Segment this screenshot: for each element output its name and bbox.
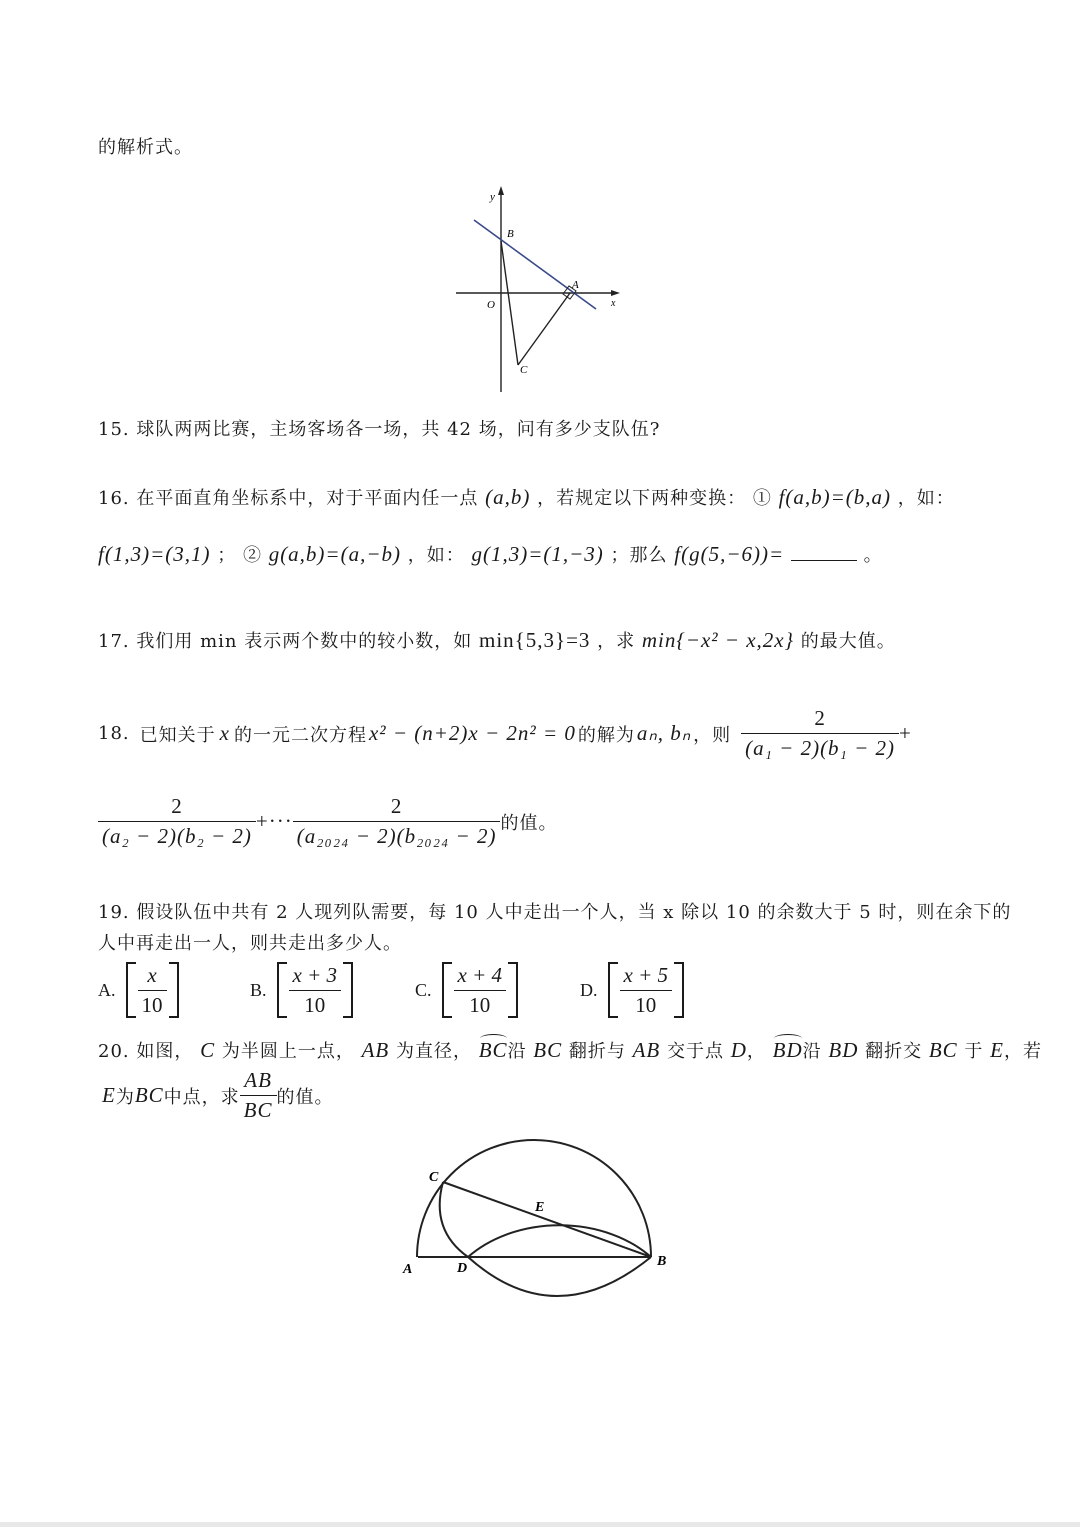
q18-fraction-2: [98, 794, 256, 849]
q20-text12: 为: [115, 1086, 135, 1108]
option-b-label: B.: [250, 979, 267, 1000]
question-18-line1: [98, 706, 912, 761]
segment-ca: [518, 293, 570, 365]
arc-bd-upper: [468, 1225, 651, 1257]
q20-text10: 于: [964, 1041, 984, 1062]
question-15: 15. 球队两两比赛，主场客场各一场，共 42 场，问有多少支队伍?: [98, 419, 661, 440]
option-c[interactable]: [415, 962, 518, 1018]
q20-text5: 翻折与: [568, 1041, 626, 1062]
q20-arc-bc: BC: [478, 1038, 508, 1062]
option-c-denominator: 10: [454, 990, 507, 1018]
q20-text6: 交于点: [667, 1041, 724, 1062]
floor-bracket-right: [508, 962, 518, 1018]
question-18-line2: [98, 794, 557, 849]
floor-bracket-right: [343, 962, 353, 1018]
figure-semicircle: [395, 1130, 685, 1310]
q18-text2: 的一元二次方程: [233, 724, 367, 746]
label-b: B: [657, 1254, 667, 1269]
q16-example-f: f(1,3)=(3,1): [98, 542, 211, 566]
q18-fraction-3: [293, 794, 501, 849]
q20-segment-bc-3: BC: [134, 1083, 164, 1107]
q20-text9: 翻折交: [865, 1041, 923, 1062]
x-axis-arrow: [611, 290, 620, 296]
q20-segment-bc: BC: [533, 1038, 563, 1062]
question-20-line2: [98, 1068, 334, 1123]
y-axis-arrow: [498, 186, 504, 195]
q16-circle-one: ①: [752, 488, 772, 509]
label-b: B: [507, 228, 514, 240]
question-16-line2: [98, 541, 883, 567]
q20-ratio-numerator: AB: [244, 1068, 272, 1092]
question-19-line2: 人中再走出一人，则共走出多少人。: [98, 933, 402, 954]
q20-text3: 为直径，: [395, 1041, 472, 1062]
question-19-line1: 19. 假设队伍中共有 2 人现列队需要，每 10 人中走出一个人，当 x 除以 10 的余数大于 5 时，则在余下的: [98, 902, 1012, 923]
q17-expression: min{−x² − x,2x}: [641, 628, 795, 652]
option-d-numerator: x + 5: [623, 962, 668, 987]
label-c: C: [429, 1170, 439, 1185]
q20-segment-ab-2: AB: [632, 1038, 661, 1062]
q18-text3: 的解为: [577, 724, 635, 746]
q16-circle-two: ②: [242, 545, 262, 566]
q20-text1: 如图，: [136, 1041, 194, 1062]
floor-bracket-right: [169, 962, 179, 1018]
floor-bracket-left: [608, 962, 618, 1018]
label-y: y: [490, 191, 495, 203]
q20-segment-bc-2: BC: [928, 1038, 958, 1062]
q18-fraction-3-denominator: (a₂₀₂₄ − 2)(b₂₀₂₄ − 2): [293, 821, 501, 849]
q18-fraction-1: [741, 706, 899, 761]
q18-plus: +: [899, 721, 912, 745]
q18-text1: 已知关于: [139, 724, 216, 746]
q18-fraction-2-numerator: 2: [171, 794, 183, 818]
segment-bc: [501, 241, 518, 365]
line-ab: [474, 220, 596, 309]
q18-fraction-2-denominator: (a₂ − 2)(b₂ − 2): [98, 821, 256, 849]
q18-solutions: aₙ, bₙ: [636, 721, 692, 745]
q16-text6: ；那么: [610, 545, 668, 566]
q20-ratio-denominator: BC: [240, 1095, 277, 1123]
q17-example: min{5,3}=3: [478, 628, 591, 652]
option-c-label: C.: [415, 979, 432, 1000]
q18-ellipsis: +···: [255, 809, 293, 833]
q16-expression: f(g(5,−6))=: [674, 542, 785, 566]
q20-number: 20.: [98, 1041, 130, 1062]
floor-bracket-left: [277, 962, 287, 1018]
upper-semicircle: [417, 1140, 651, 1257]
q16-point: (a,b): [485, 485, 531, 509]
floor-bracket-left: [126, 962, 136, 1018]
option-a-denominator: 10: [138, 990, 167, 1018]
option-a-fraction: [138, 963, 167, 1018]
q18-fraction-3-numerator: 2: [390, 794, 403, 818]
arc-bd-lower: [468, 1257, 651, 1296]
q20-point-e-2: E: [102, 1083, 116, 1107]
option-d[interactable]: [580, 962, 684, 1018]
q16-text4: ；: [217, 545, 237, 566]
q17-number: 17.: [98, 631, 130, 652]
option-a-numerator: x: [147, 962, 157, 987]
q20-text2: 为半圆上一点，: [221, 1041, 355, 1062]
q20-ratio-fraction: [240, 1068, 277, 1123]
q20-text8: 沿: [802, 1041, 822, 1062]
q20-point-e: E: [990, 1038, 1004, 1062]
option-b-fraction: [289, 963, 342, 1018]
option-b-denominator: 10: [289, 990, 342, 1018]
q16-text7: 。: [863, 545, 883, 566]
option-d-denominator: 10: [620, 990, 673, 1018]
question-17: [98, 627, 896, 653]
label-o: O: [487, 299, 495, 311]
bottom-scroll-bar: [0, 1522, 1080, 1527]
option-d-label: D.: [580, 979, 598, 1000]
q20-segment-ab: AB: [361, 1038, 390, 1062]
q16-transform-g: g(a,b)=(a,−b): [268, 542, 402, 566]
label-a: A: [403, 1262, 413, 1277]
q20-text4: 沿: [507, 1041, 527, 1062]
figure-coordinate-graph: [450, 182, 630, 394]
q17-text1: 我们用 min 表示两个数中的较小数，如: [136, 631, 473, 652]
label-c: C: [520, 364, 528, 376]
q20-text13: 中点，求: [163, 1086, 240, 1108]
q20-point-c: C: [200, 1038, 216, 1062]
q18-fraction-1-numerator: 2: [814, 706, 826, 730]
option-b-numerator: x + 3: [292, 962, 338, 987]
folded-arc-bc: [440, 1182, 468, 1257]
q16-text3: ，如：: [897, 488, 955, 509]
segment-bc: [443, 1182, 651, 1257]
option-d-fraction: [620, 963, 673, 1018]
q18-number: 18.: [98, 723, 130, 744]
q16-example-g: g(1,3)=(1,−3): [471, 542, 604, 566]
option-c-numerator: x + 4: [457, 962, 503, 987]
q18-text4: ，则: [693, 724, 732, 746]
option-c-fraction: [454, 963, 507, 1018]
q20-segment-bd: BD: [828, 1038, 859, 1062]
option-b[interactable]: [250, 962, 353, 1018]
option-a-label: A.: [98, 979, 116, 1000]
q17-text3: 的最大值。: [800, 631, 896, 652]
q20-text14: 的值。: [276, 1086, 334, 1108]
question-20-line1: [98, 1037, 1042, 1063]
floor-bracket-right: [674, 962, 684, 1018]
label-a: A: [572, 279, 579, 291]
q18-fraction-1-denominator: (a₁ − 2)(b₁ − 2): [741, 733, 899, 761]
q16-transform-f: f(a,b)=(b,a): [778, 485, 892, 509]
label-x: x: [611, 298, 616, 309]
q18-equation: x² − (n+2)x − 2n² = 0: [368, 721, 576, 745]
q16-number: 16.: [98, 488, 130, 509]
q16-answer-blank: [791, 542, 857, 561]
q20-point-d: D: [730, 1038, 747, 1062]
q18-text5: 的值。: [500, 812, 558, 834]
q16-text1: 在平面直角坐标系中，对于平面内任一点: [136, 488, 479, 509]
q18-var-x: x: [219, 721, 230, 745]
q20-text11: ，若: [1003, 1041, 1042, 1062]
q20-text7: ，: [746, 1041, 766, 1062]
q14-tail-text: 的解析式。: [98, 137, 193, 158]
question-16-line1: [98, 484, 955, 510]
q16-text5: ，如：: [407, 545, 465, 566]
option-a[interactable]: [98, 962, 179, 1018]
floor-bracket-left: [442, 962, 452, 1018]
q16-text2: ，若规定以下两种变换：: [537, 488, 747, 509]
label-e: E: [535, 1200, 545, 1215]
q17-text2: ，求: [597, 631, 636, 652]
label-d: D: [457, 1261, 468, 1276]
q20-arc-bd: BD: [772, 1038, 803, 1062]
